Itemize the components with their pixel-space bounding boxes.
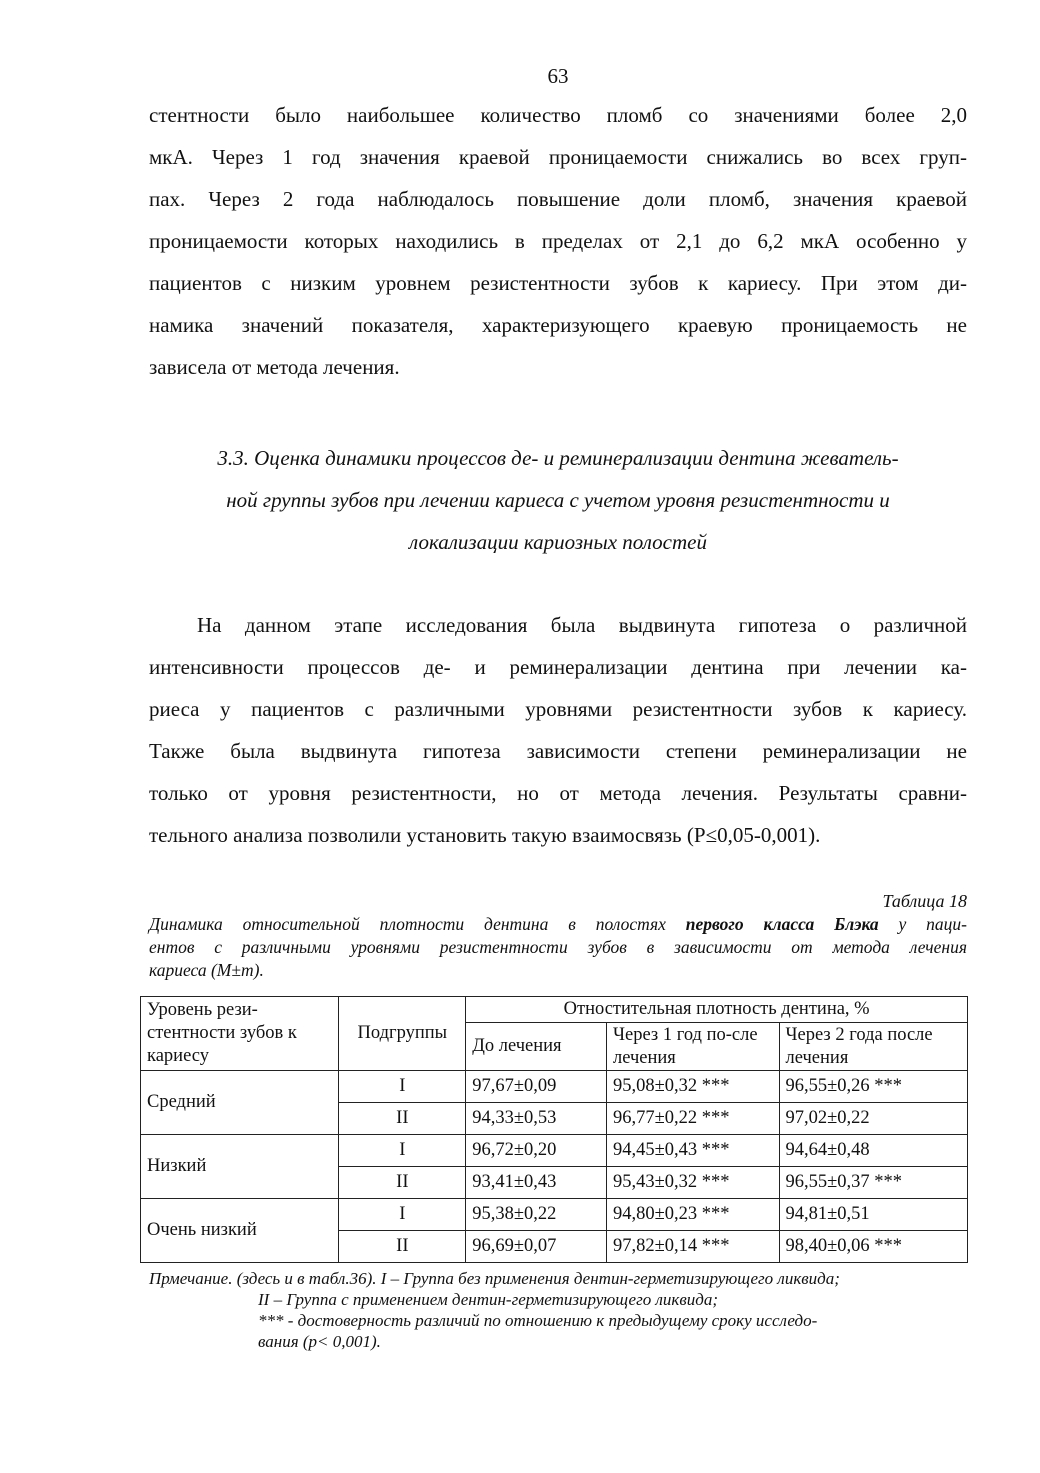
value-cell: 96,69±0,07 [466, 1231, 607, 1263]
paragraph-continued [149, 94, 967, 388]
value-cell: 94,64±0,48 [779, 1135, 967, 1167]
header-before: До лечения [466, 1023, 607, 1071]
caption-text: у паци- [878, 914, 968, 934]
section-heading [149, 437, 967, 563]
heading-line: локализации кариозных полостей [409, 530, 707, 554]
value-cell: 98,40±0,06 *** [779, 1231, 967, 1263]
value-cell: 94,45±0,43 *** [606, 1135, 779, 1167]
header-after-1y: Через 1 год по-сле лечения [606, 1023, 779, 1071]
paragraph-line: зависела от метода лечения. [149, 355, 400, 379]
subgroup-cell: I [339, 1135, 466, 1167]
paragraph-line: проницаемости которых находились в пределах от 2,1 до 6,2 мкА особенно у [149, 229, 967, 253]
table-row [141, 1071, 968, 1103]
subgroup-cell: II [339, 1103, 466, 1135]
subgroup-cell: I [339, 1071, 466, 1103]
paragraph-hypothesis [149, 604, 967, 856]
table-row [141, 1199, 968, 1231]
paragraph-line: стентности было наибольшее количество пломб со значениями более 2,0 [149, 103, 967, 127]
heading-line: 3.3. Оценка динамики процессов де- и реминерализации дентина жеватель- [217, 446, 899, 470]
heading-line: ной группы зубов при лечении кариеса с учетом уровня резистентности и [226, 488, 890, 512]
value-cell: 96,77±0,22 *** [606, 1103, 779, 1135]
value-cell: 95,38±0,22 [466, 1199, 607, 1231]
paragraph-line: только от уровня резистентности, но от метода лечения. Результаты сравни- [149, 781, 967, 805]
paragraph-line: пациентов с низким уровнем резистентности зубов к кариесу. При этом ди- [149, 271, 967, 295]
level-cell: Очень низкий [141, 1199, 339, 1263]
level-cell: Низкий [141, 1135, 339, 1199]
table-caption [149, 913, 967, 982]
paragraph-line: мкА. Через 1 год значения краевой проницаемости снижались во всех груп- [149, 145, 967, 169]
value-cell: 97,67±0,09 [466, 1071, 607, 1103]
note-line: Прмечание. (здесь и в табл.36). I – Группа без применения дентин-герметизирующего ликвида; [149, 1269, 840, 1288]
value-cell: 94,33±0,53 [466, 1103, 607, 1135]
caption-line: ентов с различными уровнями резистентности зубов в зависимости от метода лечения [149, 937, 967, 957]
paragraph-line: пах. Через 2 года наблюдалось повышение доли пломб, значения краевой [149, 187, 967, 211]
caption-text: Динамика относительной плотности дентина в полостях [149, 914, 686, 934]
value-cell: 96,55±0,26 *** [779, 1071, 967, 1103]
value-cell: 94,81±0,51 [779, 1199, 967, 1231]
paragraph-line: На данном этапе исследования была выдвинута гипотеза о различной [197, 613, 967, 637]
header-subgroups: Подгруппы [339, 997, 466, 1071]
density-table [140, 996, 968, 1263]
subgroup-cell: I [339, 1199, 466, 1231]
value-cell: 97,82±0,14 *** [606, 1231, 779, 1263]
subgroup-cell: II [339, 1231, 466, 1263]
note-line: вания (p< 0,001). [258, 1332, 381, 1351]
caption-bold-text: первого класса Блэка [685, 914, 879, 934]
caption-line: кариеса (M±m). [149, 960, 264, 980]
note-line: II – Группа с применением дентин-герметизирующего ликвида; [258, 1290, 718, 1309]
caption-line [149, 913, 967, 936]
value-cell: 95,08±0,32 *** [606, 1071, 779, 1103]
value-cell: 95,43±0,32 *** [606, 1167, 779, 1199]
paragraph-line: интенсивности процессов де- и реминерализации дентина при лечении ка- [149, 655, 967, 679]
header-level: Уровень рези-стентности зубов к кариесу [141, 997, 339, 1071]
value-cell: 96,72±0,20 [466, 1135, 607, 1167]
value-cell: 96,55±0,37 *** [779, 1167, 967, 1199]
paragraph-line: тельного анализа позволили установить такую взаимосвязь (P≤0,05-0,001). [149, 823, 821, 847]
paragraph-line: риеса у пациентов с различными уровнями резистентности зубов к кариесу. [149, 697, 967, 721]
value-cell: 94,80±0,23 *** [606, 1199, 779, 1231]
subgroup-cell: II [339, 1167, 466, 1199]
paragraph-line: намика значений показателя, характеризующего краевую проницаемость не [149, 313, 967, 337]
level-cell: Средний [141, 1071, 339, 1135]
table-note [149, 1268, 967, 1352]
table-label: Таблица 18 [882, 891, 967, 911]
header-after-2y: Через 2 года после лечения [779, 1023, 967, 1071]
table-row [141, 1135, 968, 1167]
value-cell: 93,41±0,43 [466, 1167, 607, 1199]
page-number: 63 [547, 64, 569, 88]
header-density: Отностительная плотность дентина, % [466, 997, 968, 1023]
value-cell: 97,02±0,22 [779, 1103, 967, 1135]
note-line: *** - достоверность различий по отношению к предыдущему сроку исследо- [258, 1311, 818, 1330]
paragraph-line: Также была выдвинута гипотеза зависимости степени реминерализации не [149, 739, 967, 763]
